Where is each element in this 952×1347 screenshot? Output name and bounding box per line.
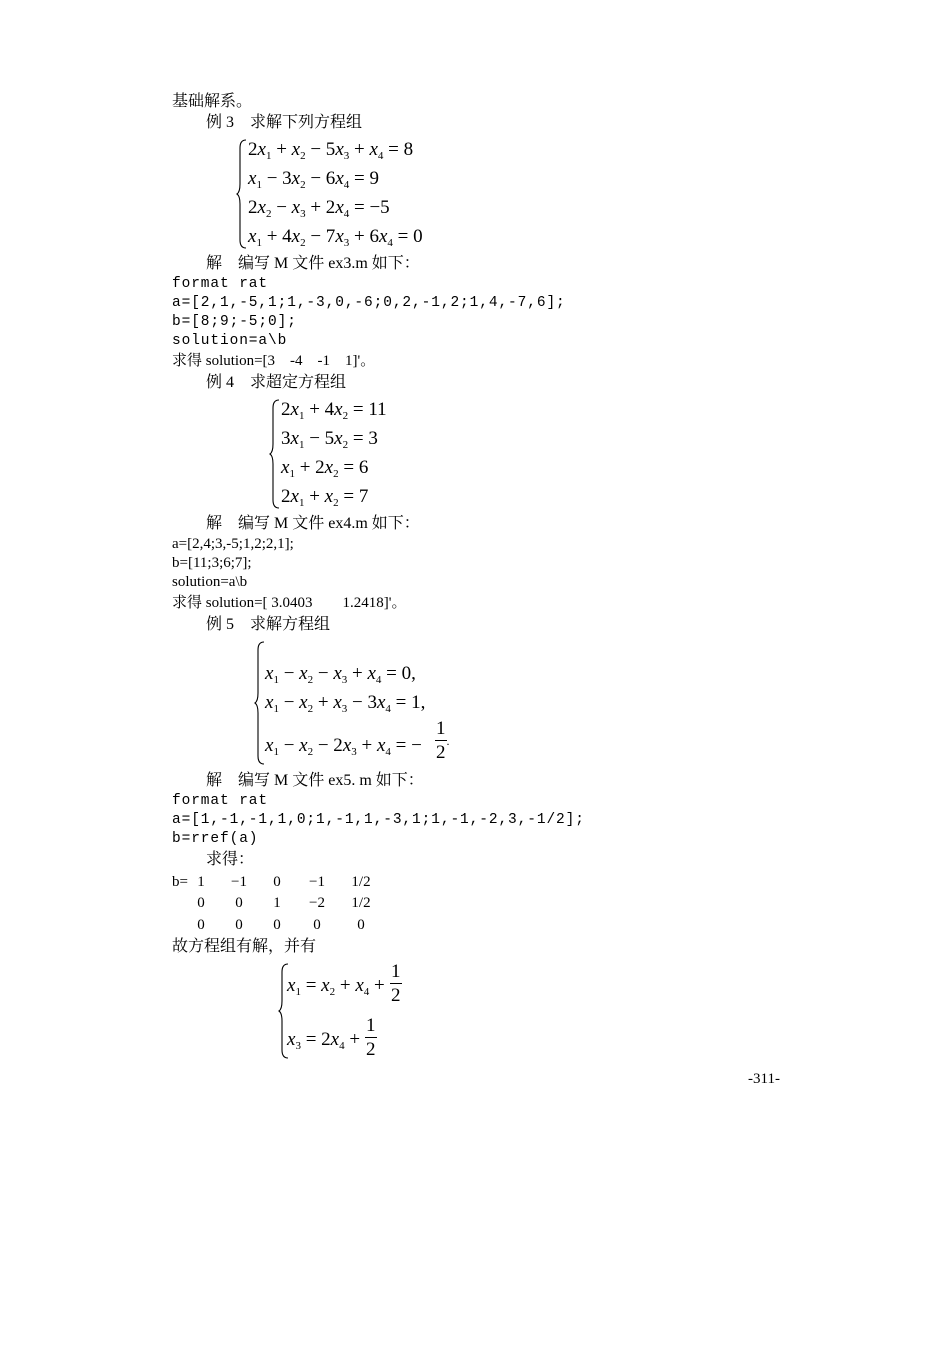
rhs-value: 0: [413, 226, 423, 247]
rhs-value: 9: [369, 168, 379, 189]
code-line: b=rref(a): [172, 831, 259, 847]
example-4-title: 例 4 求超定方程组: [206, 374, 347, 391]
matrix-cell: 0: [235, 895, 243, 911]
code-line: format rat: [172, 276, 269, 292]
fraction-one-half: $\frac{1}{2}$ .: [436, 718, 450, 763]
matrix-cell: 0: [273, 917, 281, 933]
matrix-cell: 1/2: [351, 874, 371, 890]
matrix-cell: 0: [197, 917, 205, 933]
intro-text: 基础解系。: [172, 93, 253, 110]
rhs-value: 3: [368, 428, 378, 449]
equation-row: $x_1 = x_2 + x_4$ +: [287, 975, 385, 998]
example-5-solution-intro: 解 编写 M 文件 ex5. m 如下：: [206, 772, 424, 789]
matrix-cell: 0: [313, 917, 321, 933]
matrix-cell: 1: [273, 895, 281, 911]
equation-row: $x_1 - x_2 + x_3 - 3x_4 = 1$,: [265, 692, 426, 715]
equation-row: $x_1 + 2x_2 = 6$: [281, 457, 369, 480]
matrix-cell: −1: [231, 874, 247, 890]
code-line: b=[11;3;6;7];: [172, 555, 252, 571]
code-line: a=[1,-1,-1,1,0;1,-1,1,-3,1;1,-1,-2,3,-1/2];: [172, 812, 585, 828]
equation-row: $2x_1 + x_2 = 7$: [281, 486, 369, 509]
code-line: solution=a\b: [172, 574, 248, 590]
fraction-one-half: $\frac{1}{2}$: [391, 961, 401, 1006]
code-line: b=[8;9;-5;0];: [172, 314, 297, 330]
example-3-title: 例 3 求解下列方程组: [206, 114, 363, 131]
left-brace: [236, 138, 248, 250]
equation-row: $x_1 + 4x_2 - 7x_3 + 6x_4 = 0$: [248, 226, 423, 249]
example-3-result: 求得 solution=[3 -4 -1 1]'。: [172, 353, 376, 369]
matrix-cell: 0: [235, 917, 243, 933]
code-line: a=[2,4;3,-5;1,2;2,1];: [172, 536, 294, 552]
code-line: a=[2,1,-5,1;1,-3,0,-6;0,2,-1,2;1,4,-7,6];: [172, 295, 566, 311]
matrix-cell: 1: [197, 874, 205, 890]
rhs-value: 8: [403, 139, 414, 160]
matrix-cell: 0: [273, 874, 281, 890]
matrix-cell: −1: [309, 874, 325, 890]
code-line: format rat: [172, 793, 269, 809]
matrix-cell: 0: [357, 917, 365, 933]
fraction-one-half: $\frac{1}{2}$: [366, 1015, 376, 1060]
matrix-label: b=: [172, 874, 188, 890]
equation-row: $2x_1 + 4x_2 = 11$: [281, 399, 387, 422]
equation-row: $x_1 - x_2 - x_3 + x_4 = 0$,: [265, 663, 416, 686]
equation-row: $3x_1 - 5x_2 = 3$: [281, 428, 378, 451]
conclusion-text: 故方程组有解，并有: [172, 938, 317, 955]
rhs-value: 7: [358, 486, 369, 507]
equation-row: $x_1 - 3x_2 - 6x_4 = 9$: [248, 168, 379, 191]
equation-row: $x_1 - x_2 - 2x_3 + x_4$ = −: [265, 735, 422, 758]
example-3-solution-intro: 解 编写 M 文件 ex3.m 如下：: [206, 255, 420, 272]
equation-row: $2x_2 - x_3 + 2x_4 = -5$: [248, 197, 390, 220]
equation-row: $2x_1 + x_2 - 5x_3 + x_4 = 8$: [248, 139, 414, 162]
matrix-cell: 1/2: [351, 895, 371, 911]
rhs-value: 6: [358, 457, 369, 478]
rhs-value: 11: [368, 399, 387, 420]
matrix-cell: 0: [197, 895, 205, 911]
result-label: 求得：: [206, 851, 255, 868]
example-4-result: 求得 solution=[ 3.0403 1.2418]'。: [172, 595, 407, 611]
page-number: -311-: [748, 1071, 780, 1087]
example-5-title: 例 5 求解方程组: [206, 616, 331, 633]
matrix-cell: −2: [309, 895, 325, 911]
left-brace: [269, 398, 281, 510]
equation-row: $x_3 = 2x_4$ +: [287, 1029, 361, 1052]
rhs-value: −5: [369, 197, 390, 218]
code-line: solution=a\b: [172, 333, 288, 349]
example-4-solution-intro: 解 编写 M 文件 ex4.m 如下：: [206, 515, 420, 532]
